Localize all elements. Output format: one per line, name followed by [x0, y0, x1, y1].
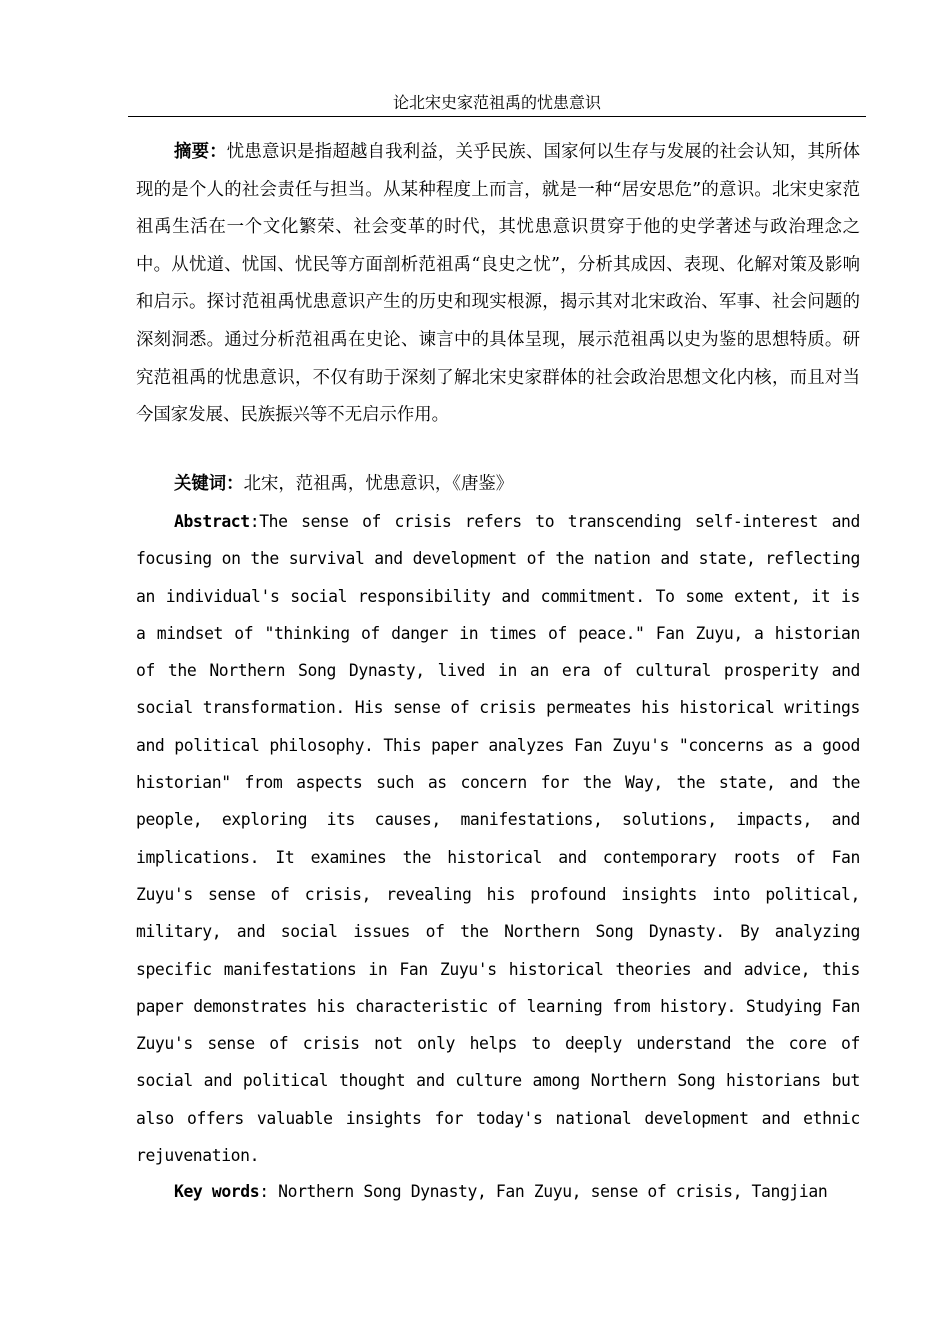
chinese-abstract-label: 摘要： — [174, 142, 227, 162]
chinese-keywords — [136, 466, 860, 503]
chinese-keywords-label: 关键词： — [174, 474, 244, 494]
english-abstract-label: Abstract — [174, 512, 250, 531]
chinese-abstract — [136, 134, 860, 435]
english-abstract — [136, 503, 860, 1174]
english-abstract-text: :The sense of crisis refers to transcending self-interest and focusing on the survival and development of the nation and state, reflecting an individual's social responsibility and commitment. To some extent, it is a mindset of "thinking of danger in times of peace." Fan Zuyu, a historian of the Northern Song Dynasty, lived in an era of cultural prosperity and social transformation. His sense of crisis permeates his historical writings and political philosophy. This paper analyzes Fan Zuyu's "concerns as a good historian" from aspects such as concern for the Way, the state, and the people, exploring its causes, manifestations, solutions, impacts, and implications. It examines the historical and contemporary roots of Fan Zuyu's sense of crisis, revealing his profound insights into political, military, and social issues of the Northern Song Dynasty. By analyzing specific manifestations in Fan Zuyu's historical theories and advice, this paper demonstrates his characteristic of learning from history. Studying Fan Zuyu's sense of crisis not only helps to deeply understand the core of social and political thought and culture among Northern Song historians but also offers valuable insights for today's national development and ethnic rejuvenation. — [136, 512, 860, 1166]
chinese-keywords-text: 北宋，范祖禹，忧患意识，《唐鉴》 — [243, 474, 514, 494]
running-header-title: 论北宋史家范祖禹的忧患意识 — [128, 92, 866, 117]
english-keywords — [136, 1173, 860, 1210]
chinese-abstract-text: 忧患意识是指超越自我利益，关乎民族、国家何以生存与发展的社会认知，其所体现的是个人的社会责任与担当。从某种程度上而言，就是一种“居安思危”的意识。北宋史家范祖禹生活在一个文化繁荣、社会变革的时代，其忧患意识贯穿于他的史学著述与政治理念之中。从忧道、忧国、忧民等方面剖析范祖禹“良史之忧”，分析其成因、表现、化解对策及影响和启示。探讨范祖禹忧患意识产生的历史和现实根源，揭示其对北宋政治、军事、社会问题的深刻洞悉。通过分析范祖禹在史论、谏言中的具体呈现，展示范祖禹以史为鉴的思想特质。研究范祖禹的忧患意识，不仅有助于深刻了解北宋史家群体的社会政治思想文化内核，而且对当今国家发展、民族振兴等不无启示作用。 — [136, 142, 860, 426]
english-keywords-label: Key words — [174, 1182, 260, 1201]
english-keywords-text: : Northern Song Dynasty, Fan Zuyu, sense of crisis, Tangjian — [259, 1182, 828, 1201]
